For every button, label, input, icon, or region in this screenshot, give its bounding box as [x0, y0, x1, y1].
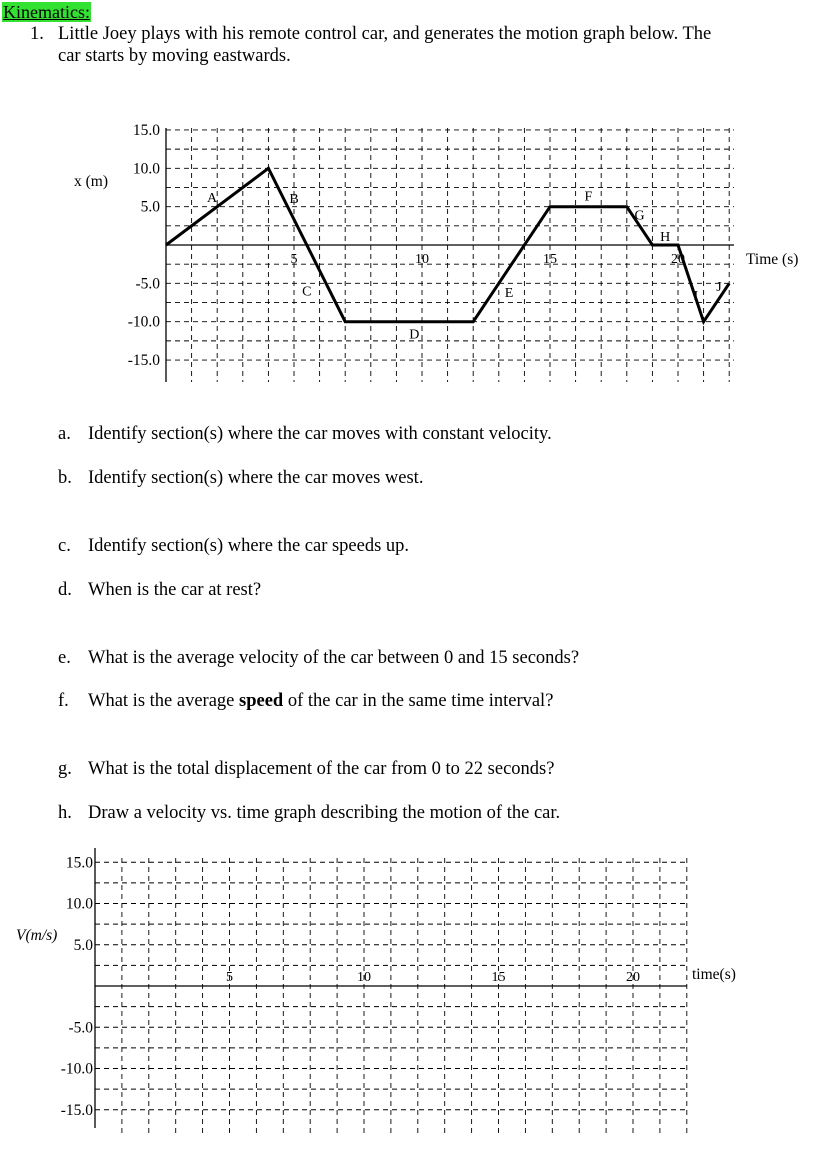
y-tick-label: 10.0 — [65, 895, 93, 913]
item-text-before: What is the average — [88, 691, 240, 711]
item-letter: h. — [58, 803, 72, 823]
question-text-line-1: Little Joey plays with his remote control car, and generates the motion graph below. The — [58, 24, 712, 44]
y-tick-label: -15.0 — [60, 1101, 93, 1119]
y-tick-label: 10.0 — [132, 160, 160, 178]
section-label-i: I — [693, 289, 699, 305]
item-text: What is the total displacement of the car from 0 to 22 seconds? — [88, 759, 555, 779]
item-text-bold: speed — [239, 691, 284, 711]
y-tick-label: 15.0 — [65, 854, 93, 872]
y-tick-label: -10.0 — [60, 1060, 93, 1078]
section-label-c: C — [302, 284, 312, 300]
question-number: 1. — [30, 24, 44, 44]
question-text-line-2: car starts by moving eastwards. — [58, 46, 291, 66]
item-letter: f. — [58, 691, 69, 711]
item-letter: d. — [58, 580, 72, 600]
section-heading: Kinematics: — [3, 2, 90, 22]
y-tick-label: -15.0 — [127, 352, 160, 370]
item-text: Draw a velocity vs. time graph describing the motion of the car. — [88, 803, 561, 823]
x-tick-label: 20 — [626, 970, 640, 985]
x-tick-label: 15 — [491, 970, 506, 985]
section-label-d: D — [409, 327, 420, 343]
y-tick-label: 15.0 — [132, 121, 160, 139]
position-y-axis-label: x (m) — [74, 173, 109, 190]
section-label-e: E — [504, 286, 514, 302]
section-label-g: G — [634, 208, 645, 224]
item-text: Identify section(s) where the car moves with constant velocity. — [88, 424, 552, 444]
x-tick-label: 10 — [415, 252, 429, 267]
item-letter: b. — [58, 468, 72, 488]
y-tick-label: -10.0 — [127, 313, 160, 331]
velocity-graph-grid — [95, 858, 687, 1134]
section-label-b: B — [289, 191, 299, 207]
y-tick-label: 5.0 — [73, 936, 93, 954]
y-tick-label: 5.0 — [140, 198, 160, 216]
y-tick-label: -5.0 — [135, 275, 160, 293]
x-tick-label: 15 — [543, 252, 557, 267]
x-tick-label: 20 — [671, 252, 685, 267]
section-label-f: F — [584, 189, 593, 205]
item-text: When is the car at rest? — [88, 580, 262, 600]
x-tick-label: 5 — [290, 252, 298, 267]
section-label-a: A — [207, 191, 218, 207]
item-letter: a. — [58, 424, 71, 444]
velocity-y-axis-label: V(m/s) — [16, 927, 58, 944]
y-tick-label: -5.0 — [68, 1019, 93, 1037]
x-tick-label: 5 — [226, 970, 233, 985]
item-text: Identify section(s) where the car speeds up. — [88, 536, 410, 556]
item-letter: e. — [58, 648, 71, 668]
item-text: What is the average velocity of the car between 0 and 15 seconds? — [88, 648, 580, 668]
item-letter: c. — [58, 536, 71, 556]
x-tick-label: 10 — [357, 970, 371, 985]
section-label-h: H — [660, 230, 671, 246]
item-text-after: of the car in the same time interval? — [283, 691, 554, 711]
item-text: Identify section(s) where the car moves west. — [88, 468, 424, 488]
velocity-x-axis-label: time(s) — [692, 966, 736, 983]
position-x-axis-label: Time (s) — [746, 251, 799, 268]
section-label-j: J — [716, 280, 722, 296]
item-letter: g. — [58, 759, 72, 779]
